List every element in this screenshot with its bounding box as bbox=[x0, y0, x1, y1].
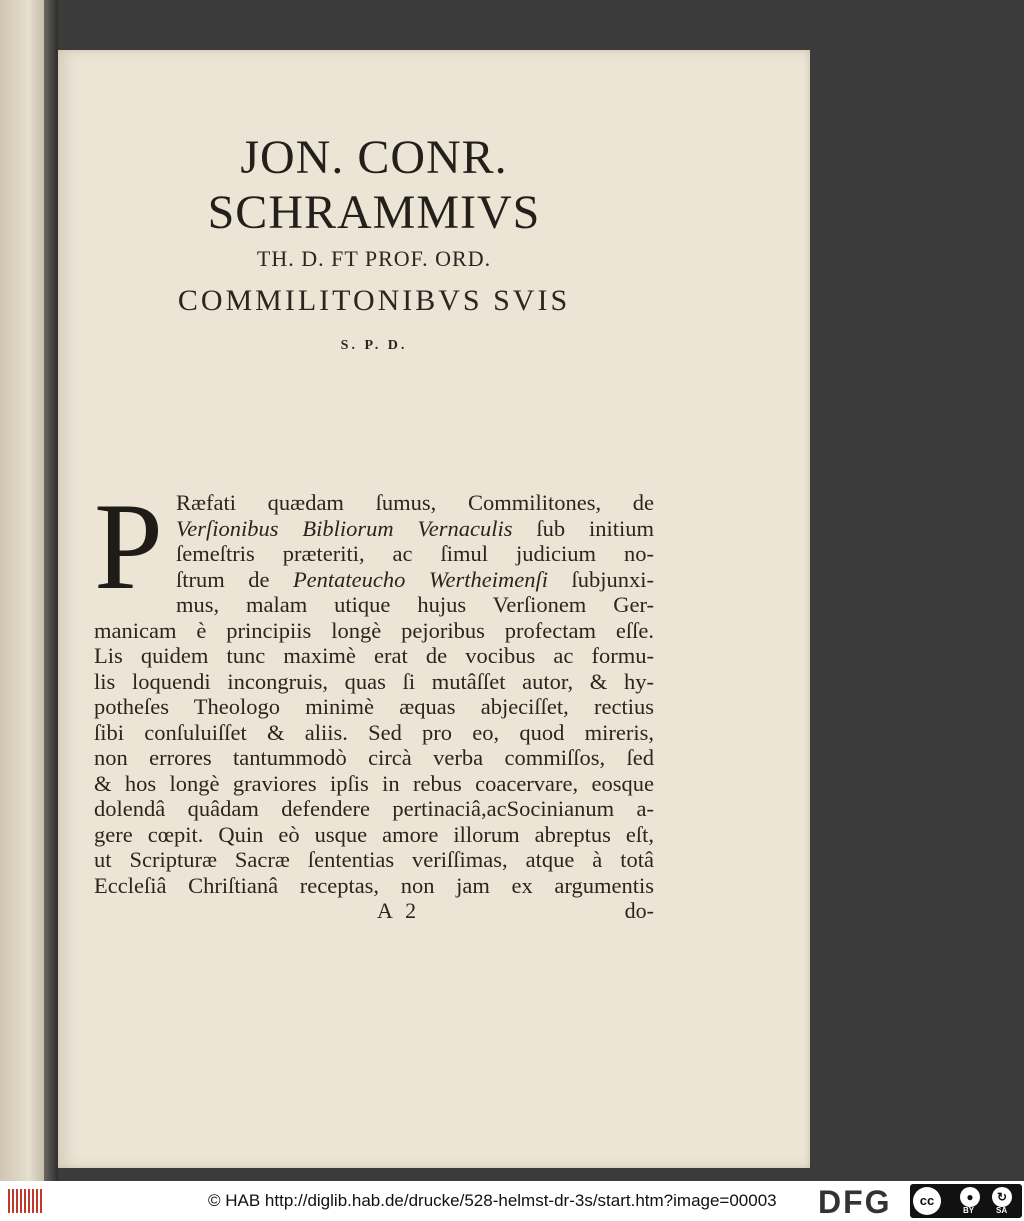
author-degree: TH. D. FT PROF. ORD. bbox=[256, 246, 492, 271]
salutation: S. P. D. bbox=[340, 338, 408, 353]
body-line: ſtrum de Pentateucho Wertheimenſi ſubjunxi- bbox=[176, 566, 655, 592]
body-line: mus, malam utique hujus Verſionem Ger- bbox=[176, 592, 654, 617]
previous-page-edge bbox=[0, 0, 48, 1181]
book-page bbox=[58, 50, 810, 1168]
sa-label: SA bbox=[996, 1206, 1008, 1215]
body-line: Verſionibus Bibliorum Vernaculis ſub initium bbox=[176, 515, 654, 541]
body-line: manicam è principiis longè pejoribus profectam eſſe. bbox=[94, 617, 654, 643]
body-line: ut Scripturæ Sacræ ſententias veriſſimas, atque à totâ bbox=[94, 847, 654, 872]
body-line: ſibi conſuluiſſet & aliis. Sed pro eo, quod mireris, bbox=[94, 719, 654, 745]
by-label: BY bbox=[963, 1206, 975, 1215]
viewer-footer bbox=[0, 1181, 1024, 1221]
body-text bbox=[94, 478, 655, 924]
catchword: do- bbox=[624, 898, 654, 923]
body-line: Ræfati quædam ſumus, Commilitones, de bbox=[176, 490, 654, 515]
cc-license-badge[interactable] bbox=[910, 1184, 1022, 1218]
cc-icon: cc bbox=[913, 1187, 941, 1215]
by-attribution-icon: ● bbox=[960, 1187, 980, 1207]
body-line: lis loquendi incongruis, quas ſi mutâſſet autor, & hy- bbox=[94, 668, 654, 694]
drop-cap: P bbox=[94, 478, 163, 615]
opening-paragraph bbox=[94, 478, 655, 618]
page-footer-marks bbox=[94, 898, 654, 924]
hab-logo-icon bbox=[8, 1189, 42, 1213]
body-line: non errores tantummodò circà verba commiſſos, ſed bbox=[94, 745, 654, 770]
body-line: & hos longè graviores ipſis in rebus coacervare, eosque bbox=[94, 770, 654, 796]
share-alike-icon: ↻ bbox=[992, 1187, 1012, 1207]
addressee-line: COMMILITONIBVS SVIS bbox=[177, 284, 571, 317]
signature-mark: A 2 bbox=[377, 898, 421, 923]
book-spine-shadow bbox=[44, 0, 58, 1181]
body-line: potheſes Theologo minimè æquas abjeciſſet, rectius bbox=[94, 694, 654, 719]
body-line: Lis quidem tunc maximè erat de vocibus ac formu- bbox=[94, 643, 654, 668]
body-line: gere cœpit. Quin eò usque amore illorum abreptus eſt, bbox=[94, 821, 654, 847]
italic-phrase: Pentateucho Wertheimenſi bbox=[292, 566, 549, 592]
body-line: Eccleſiâ Chriſtianâ receptas, non jam ex argumentis bbox=[94, 872, 654, 898]
dfg-logo: DFG bbox=[818, 1184, 892, 1220]
italic-phrase: Verſionibus Bibliorum Vernaculis bbox=[176, 515, 513, 541]
page-title: JON. CONR. SCHRAMMIVS bbox=[207, 131, 541, 239]
citation-link[interactable]: © HAB http://diglib.hab.de/drucke/528-helmst-dr-3s/start.htm?image=00003 bbox=[208, 1191, 777, 1210]
body-line: ſemeſtris præteriti, ac ſimul judicium no- bbox=[176, 541, 654, 566]
title-block bbox=[94, 130, 654, 354]
body-line: dolendâ quâdam defendere pertinaciâ,acSocinianum a- bbox=[94, 796, 654, 821]
